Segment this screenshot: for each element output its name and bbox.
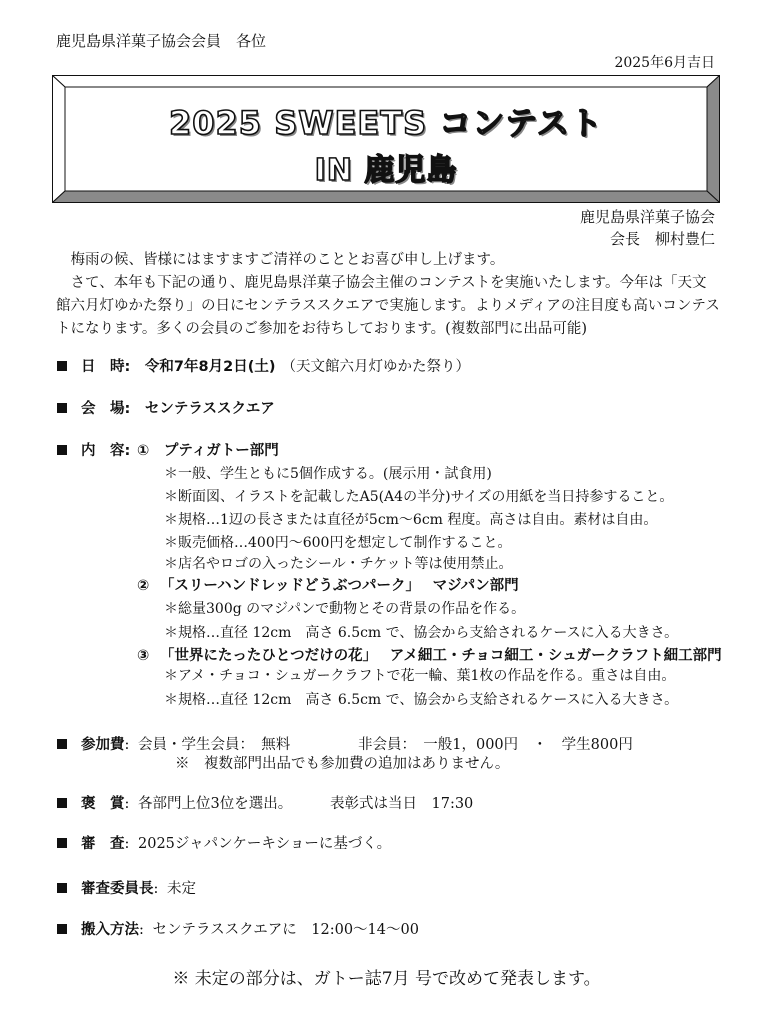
intro-body: さて、本年も下記の通り、鹿児島県洋菓子協会主催のコンテストを実施いたします。今年は「天文館六月灯ゆかた祭り」の日にセンテラススクエアで実施します。よりメディアの注目度も高いコンテストになります。多くの会員のご参加をお待ちしております。(複数部門に出品可能)	[56, 275, 720, 337]
bullet-icon	[57, 739, 67, 749]
fee-label: 参加費	[81, 737, 125, 753]
judging-row: 審 査: 2025ジャパンケーキショーに基づく。	[57, 832, 391, 853]
bullet-icon	[57, 798, 67, 808]
judge-chair-value: 未定	[167, 881, 196, 897]
judging-value: 2025ジャパンケーキショーに基づく。	[138, 836, 392, 852]
section-3-item: ＊規格…直径 12cm 高さ 6.5cm で、協会から支給されるケースに入る大きさ。	[164, 692, 679, 708]
section-1-item: ＊一般、学生ともに5個作成する。(展示用・試食用)	[164, 466, 492, 482]
bullet-icon	[57, 924, 67, 934]
section-1-item: ＊販売価格…400円〜600円を想定して制作すること。	[164, 535, 512, 551]
section-2-item: ＊規格…直径 12cm 高さ 6.5cm で、協会から支給されるケースに入る大きさ。	[164, 625, 679, 641]
delivery-label: 搬入方法	[81, 922, 139, 938]
bullet-icon	[57, 883, 67, 893]
section-1-item: ＊店名やロゴの入ったシール・チケット等は使用禁止。	[164, 556, 513, 572]
fee-nonmember: 非会員： 一般1，000円 ・ 学生800円	[358, 737, 633, 753]
award-row: 褒 賞: 各部門上位3位を選出。	[57, 792, 292, 813]
addressee: 鹿児島県洋菓子協会会員 各位	[56, 32, 267, 50]
judging-label: 審 査	[81, 836, 125, 852]
section-1-item: ＊断面図、イラストを記載したA5(A4の半分)サイズの用紙を当日持参すること。	[164, 489, 674, 505]
delivery-value: センテラススクエアに 12:00〜14〜00	[152, 922, 419, 938]
intro-greeting: 梅雨の候、皆様にはますますご清祥のこととお喜び申し上げます。	[70, 252, 505, 268]
organization-chair: 会長 柳村豊仁	[609, 230, 715, 248]
issue-date: 2025年6月吉日	[614, 55, 715, 71]
section-1-title: ① プティガトー部門	[137, 443, 279, 459]
fee-note: ※ 複数部門出品でも参加費の追加はありません。	[175, 756, 510, 772]
bullet-icon	[57, 838, 67, 848]
section-3-item: ＊アメ・チョコ・シュガークラフトで花一輪、葉1枚の作品を作る。重さは自由。	[164, 668, 676, 684]
venue-value: センテラススクエア	[144, 401, 275, 417]
judge-chair-row: 審査委員長: 未定	[57, 877, 196, 898]
section-2-item: ＊総量300g のマジパンで動物とその背景の作品を作る。	[164, 601, 526, 617]
venue-label: 会 場:	[81, 401, 131, 417]
title-line-2: IN 鹿児島	[314, 153, 458, 188]
fee-row: 参加費: 会員・学生会員： 無料	[57, 733, 290, 754]
award-value: 各部門上位3位を選出。	[138, 796, 293, 812]
title-line-1: 2025 SWEETS コンテスト	[168, 104, 603, 142]
bullet-icon	[57, 445, 67, 455]
section-2-title: ② 「スリーハンドレッドどうぶつパーク」 マジパン部門	[137, 578, 519, 594]
award-label: 褒 賞	[81, 796, 125, 812]
section-1-item: ＊規格…1辺の長さまたは直径が5cm〜6cm 程度。高さは自由。素材は自由。	[164, 512, 658, 528]
intro	[56, 249, 720, 341]
footer-note: ※ 未定の部分は、ガトー誌7月 号で改めて発表します。	[172, 969, 601, 989]
date-label: 日 時:	[81, 359, 131, 375]
date-note: （天文館六月灯ゆかた祭り）	[281, 359, 470, 375]
judge-chair-label: 審査委員長	[81, 881, 154, 897]
title-frame	[52, 75, 720, 203]
delivery-row: 搬入方法: センテラススクエアに 12:00〜14〜00	[57, 918, 419, 939]
venue-row	[57, 397, 275, 418]
bullet-icon	[57, 361, 67, 371]
award-ceremony: 表彰式は当日 17:30	[330, 796, 474, 812]
date-value: 令和7年8月2日(土)	[144, 359, 276, 375]
organization-name: 鹿児島県洋菓子協会	[579, 208, 715, 226]
fee-member: 会員・学生会員： 無料	[138, 737, 291, 753]
section-3-title: ③ 「世界にたったひとつだけの花」 アメ細工・チョコ細工・シュガークラフト細工部門	[137, 648, 722, 664]
date-row	[57, 355, 470, 376]
bullet-icon	[57, 403, 67, 413]
contents-row	[57, 439, 130, 460]
organization	[580, 206, 715, 250]
contents-label: 内 容:	[81, 443, 131, 459]
